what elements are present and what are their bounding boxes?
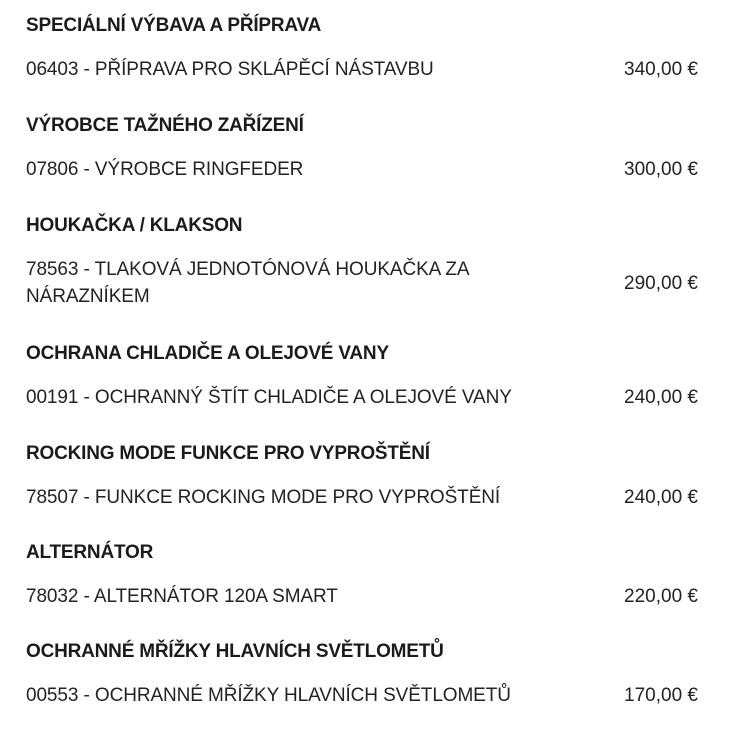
section-special-equipment: [26, 14, 698, 80]
item-price: 170,00 €: [624, 685, 698, 706]
list-item: [26, 682, 698, 709]
list-item: [26, 256, 698, 310]
section-radiator-protection: [26, 342, 698, 408]
item-name: 78032 - ALTERNÁTOR 120A SMART: [26, 586, 338, 607]
list-item: [26, 384, 698, 411]
section-heading: ALTERNÁTOR: [26, 542, 154, 563]
item-price: 220,00 €: [624, 586, 698, 607]
item-name: 78507 - FUNKCE ROCKING MODE PRO VYPROŠTĚNÍ: [26, 487, 501, 508]
section-heading: HOUKAČKA / KLAKSON: [26, 215, 243, 236]
list-item: [26, 583, 698, 610]
list-item: [26, 56, 698, 83]
section-headlight-guards: [26, 640, 698, 706]
list-item: [26, 156, 698, 183]
section-rocking-mode: [26, 442, 698, 508]
item-price: 340,00 €: [624, 59, 698, 80]
item-price: 300,00 €: [624, 159, 698, 180]
item-price: 240,00 €: [624, 487, 698, 508]
section-heading: ROCKING MODE FUNKCE PRO VYPROŠTĚNÍ: [26, 443, 430, 464]
section-heading: OCHRANNÉ MŘÍŽKY HLAVNÍCH SVĚTLOMETŮ: [26, 641, 444, 662]
item-price: 290,00 €: [624, 272, 698, 294]
section-heading: VÝROBCE TAŽNÉHO ZAŘÍZENÍ: [26, 115, 304, 136]
item-name: 07806 - VÝROBCE RINGFEDER: [26, 159, 304, 180]
section-alternator: [26, 541, 698, 607]
section-horn: [26, 214, 698, 307]
section-heading: SPECIÁLNÍ VÝBAVA A PŘÍPRAVA: [26, 15, 322, 36]
section-heading: OCHRANA CHLADIČE A OLEJOVÉ VANY: [26, 343, 389, 364]
item-name: 06403 - PŘÍPRAVA PRO SKLÁPĚCÍ NÁSTAVBU: [26, 59, 434, 80]
list-item: [26, 484, 698, 511]
section-towing-manufacturer: [26, 114, 698, 180]
item-name: 00191 - OCHRANNÝ ŠTÍT CHLADIČE A OLEJOVÉ VANY: [26, 387, 512, 408]
item-name: 00553 - OCHRANNÉ MŘÍŽKY HLAVNÍCH SVĚTLOMETŮ: [26, 685, 511, 706]
item-name: 78563 - TLAKOVÁ JEDNOTÓNOVÁ HOUKAČKA ZA NÁRAZNÍKEM: [26, 259, 469, 307]
item-price: 240,00 €: [624, 387, 698, 408]
